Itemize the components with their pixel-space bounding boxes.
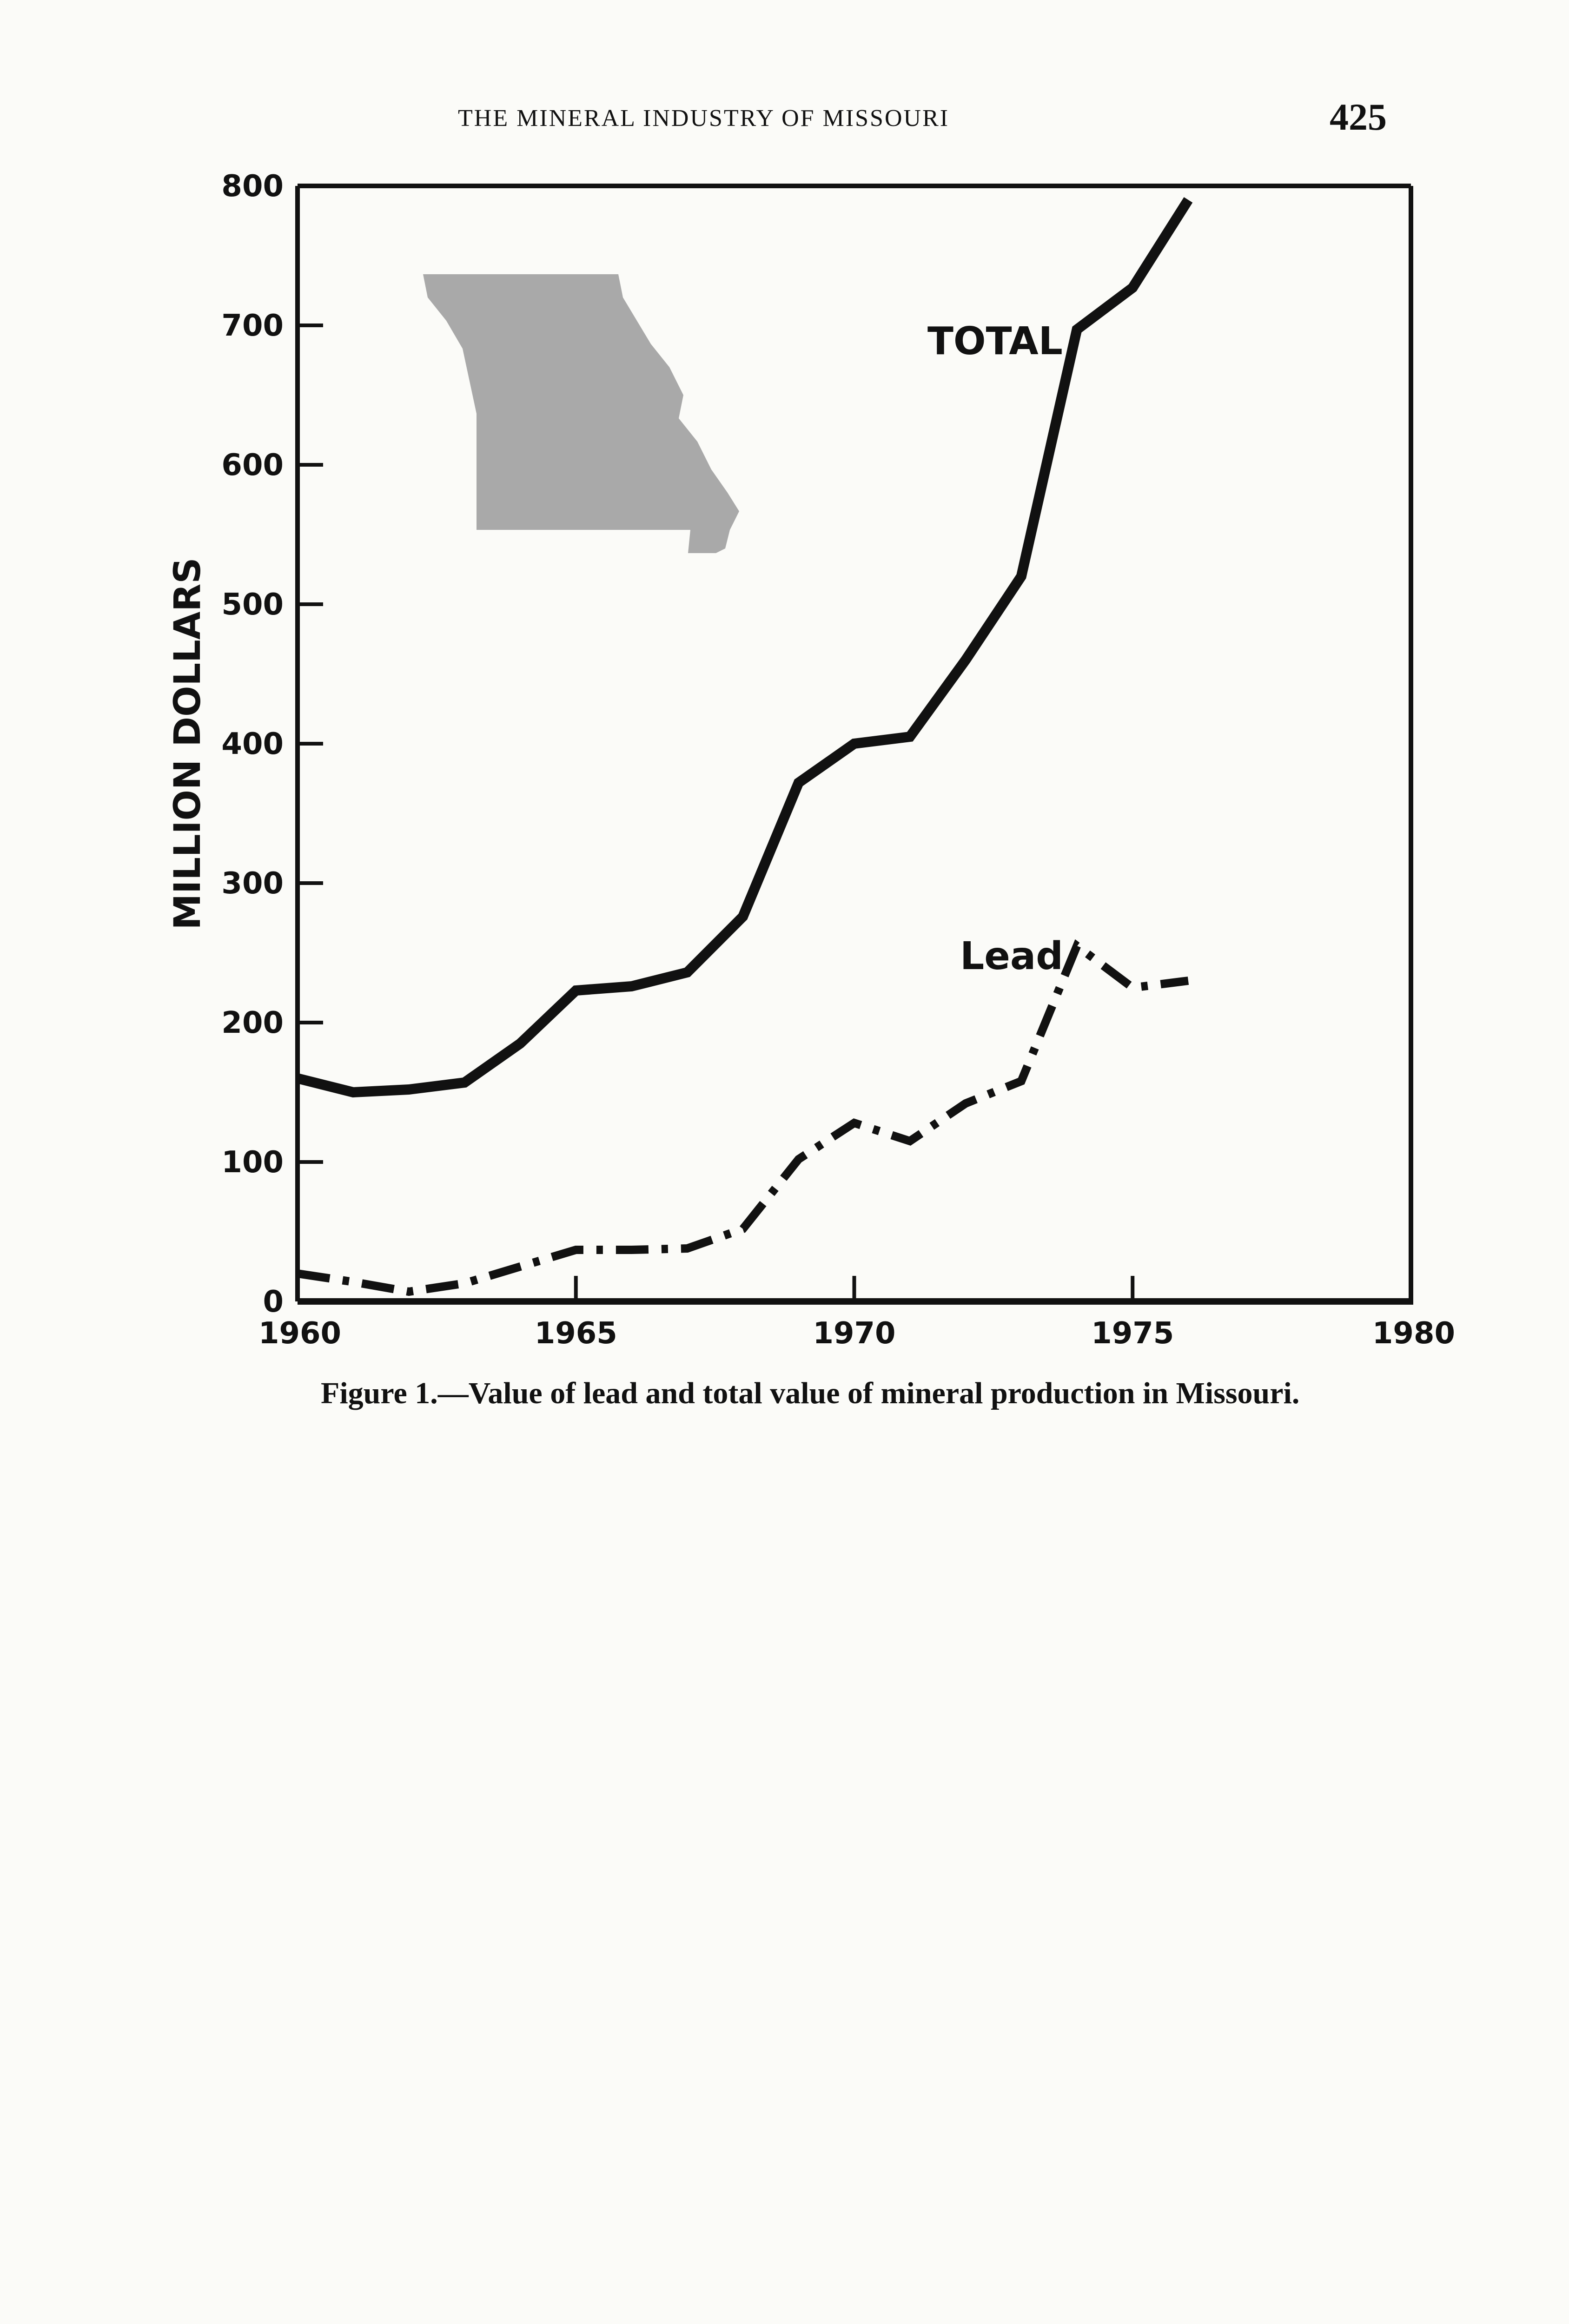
y-tick-label: 200 bbox=[221, 1006, 284, 1040]
y-tick-label: 100 bbox=[221, 1145, 284, 1180]
running-head: THE MINERAL INDUSTRY OF MISSOURI bbox=[458, 105, 950, 132]
data-point-lead bbox=[1132, 987, 1133, 988]
x-tick-label: 1975 bbox=[1091, 1316, 1174, 1351]
data-point-lead bbox=[464, 1283, 465, 1284]
x-tick-label: 1980 bbox=[1372, 1316, 1455, 1351]
series-label-total: TOTAL bbox=[927, 319, 1063, 363]
figure-caption: Figure 1.—Value of lead and total value of mineral production in Missouri. bbox=[321, 1376, 1300, 1410]
missouri-state-map-icon bbox=[423, 274, 739, 553]
x-tick-label: 1970 bbox=[813, 1316, 896, 1351]
y-tick-label: 400 bbox=[221, 727, 284, 761]
y-tick-label: 500 bbox=[221, 588, 284, 622]
series-label-lead: Lead bbox=[960, 934, 1063, 978]
y-axis-label: MILLION DOLLARS bbox=[167, 557, 209, 930]
y-tick-label: 600 bbox=[221, 448, 284, 482]
x-tick-label: 1960 bbox=[258, 1316, 342, 1351]
series-line-lead bbox=[298, 946, 1188, 1292]
y-ticks bbox=[221, 169, 323, 1319]
y-tick-label: 800 bbox=[221, 169, 284, 204]
y-tick-label: 300 bbox=[221, 866, 284, 901]
y-tick-label: 0 bbox=[263, 1285, 284, 1319]
data-point-lead bbox=[353, 1281, 354, 1282]
y-tick-label: 700 bbox=[221, 309, 284, 343]
x-tick-label: 1965 bbox=[534, 1316, 617, 1351]
page-number: 425 bbox=[1330, 96, 1387, 138]
